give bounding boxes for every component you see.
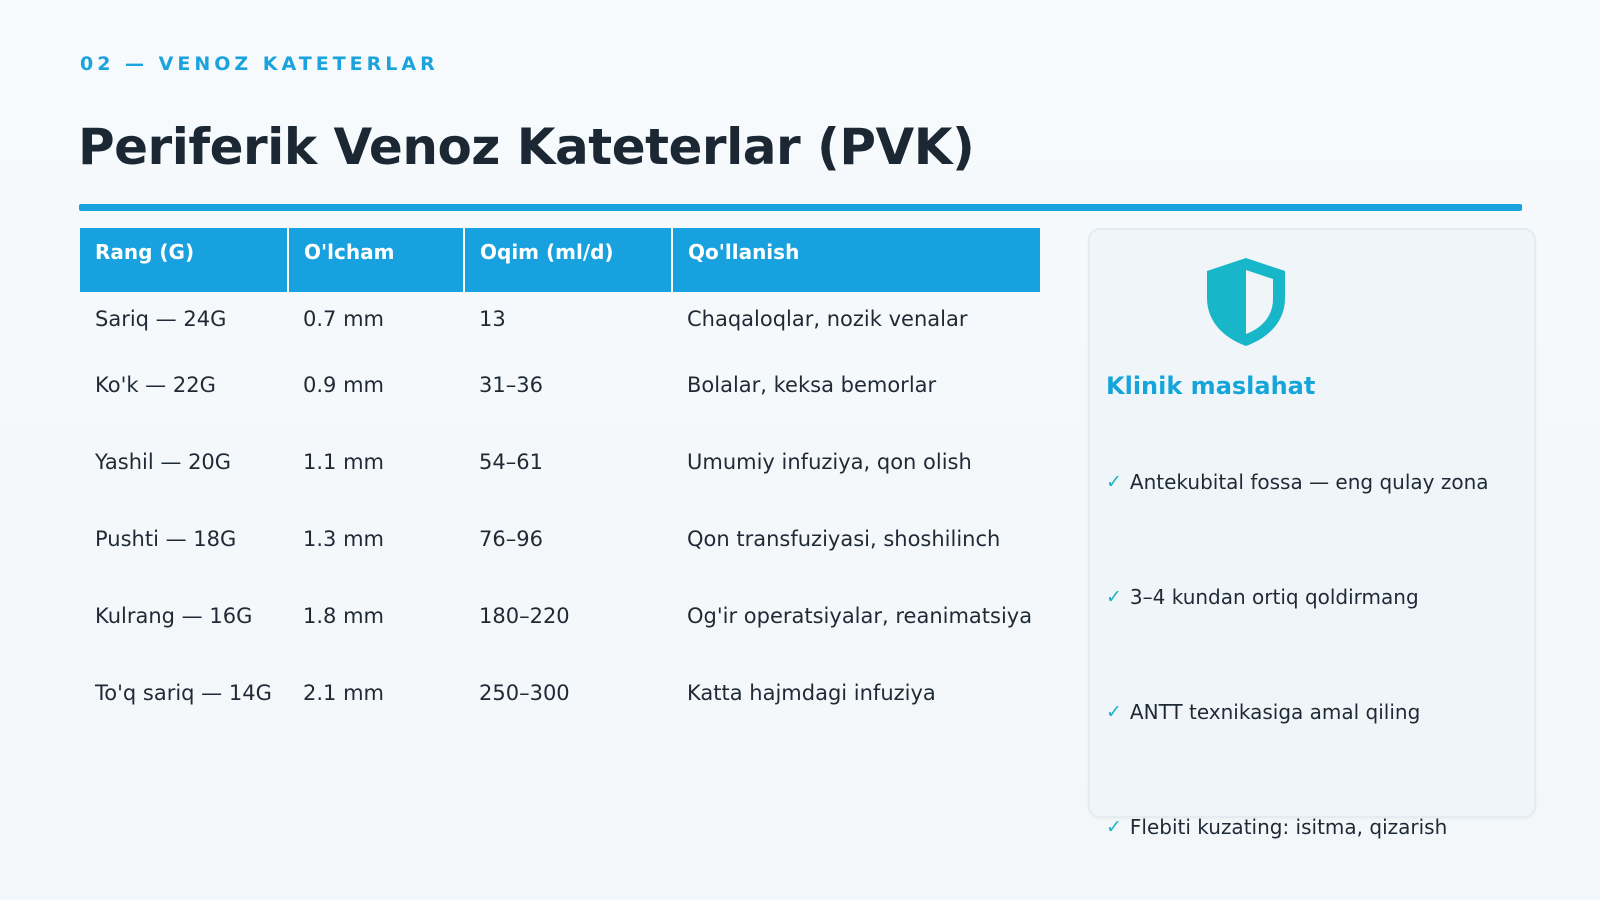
card-title: Klinik maslahat: [1106, 372, 1316, 400]
tip-item: [1106, 700, 1420, 724]
table-row: [80, 577, 1040, 654]
cell-size: 1.1 mm: [303, 449, 384, 474]
checkmark-icon: ✓: [1106, 471, 1122, 493]
page-title: Periferik Venoz Kateterlar (PVK): [78, 118, 975, 176]
cell-gauge: Pushti — 18G: [95, 526, 237, 551]
cell-gauge: Sariq — 24G: [95, 307, 227, 331]
cell-usage: Og'ir operatsiyalar, reanimatsiya: [687, 603, 1033, 628]
cell-size: 2.1 mm: [303, 680, 384, 705]
cell-usage: Bolalar, keksa bemorlar: [687, 372, 937, 397]
cell-flow: 31–36: [479, 372, 543, 397]
catheter-table: [80, 228, 1040, 731]
checkmark-icon: ✓: [1106, 816, 1122, 838]
column-header-flow: Oqim (ml/d): [464, 228, 672, 292]
tip-item: [1106, 470, 1489, 494]
column-header-size: O'lcham: [288, 228, 464, 292]
table-row: [80, 500, 1040, 577]
table-header-row: [80, 228, 1040, 292]
table-row: [80, 346, 1040, 423]
cell-usage: Umumiy infuziya, qon olish: [687, 449, 972, 474]
catheter-table-container: [80, 228, 1040, 731]
cell-usage: Chaqaloqlar, nozik venalar: [687, 307, 968, 331]
cell-gauge: Ko'k — 22G: [95, 372, 216, 397]
title-divider: [79, 204, 1522, 211]
cell-flow: 54–61: [479, 449, 543, 474]
cell-flow: 13: [479, 307, 506, 331]
tip-text: 3–4 kundan ortiq qoldirmang: [1129, 585, 1419, 609]
checkmark-icon: ✓: [1106, 586, 1122, 608]
tip-text: Antekubital fossa — eng qulay zona: [1129, 470, 1489, 494]
tip-text: Flebiti kuzating: isitma, qizarish: [1129, 815, 1448, 839]
cell-gauge: Yashil — 20G: [95, 449, 232, 474]
cell-gauge: To'q sariq — 14G: [95, 680, 272, 705]
clinical-tips-card: [1088, 228, 1536, 839]
cell-flow: 180–220: [479, 603, 570, 628]
cell-size: 0.7 mm: [303, 307, 384, 331]
cell-size: 1.3 mm: [303, 526, 384, 551]
cell-usage: Qon transfuziyasi, shoshilinch: [687, 526, 1001, 551]
tip-item: [1106, 815, 1447, 839]
tip-text: ANTT texnikasiga amal qiling: [1129, 700, 1421, 724]
shield-icon: [1203, 256, 1289, 348]
cell-gauge: Kulrang — 16G: [95, 603, 253, 628]
table-row: [80, 654, 1040, 731]
cell-usage: Katta hajmdagi infuziya: [687, 680, 936, 705]
column-header-usage: Qo'llanish: [672, 228, 1040, 292]
cell-size: 1.8 mm: [303, 603, 384, 628]
cell-size: 0.9 mm: [303, 372, 384, 397]
cell-flow: 250–300: [479, 680, 570, 705]
table-row: [80, 292, 1040, 346]
column-header-gauge: Rang (G): [80, 228, 288, 292]
section-eyebrow: 02 — VENOZ KATETERLAR: [80, 53, 439, 75]
cell-flow: 76–96: [479, 526, 543, 551]
table-row: [80, 423, 1040, 500]
checkmark-icon: ✓: [1106, 701, 1122, 723]
tip-item: [1106, 585, 1419, 609]
